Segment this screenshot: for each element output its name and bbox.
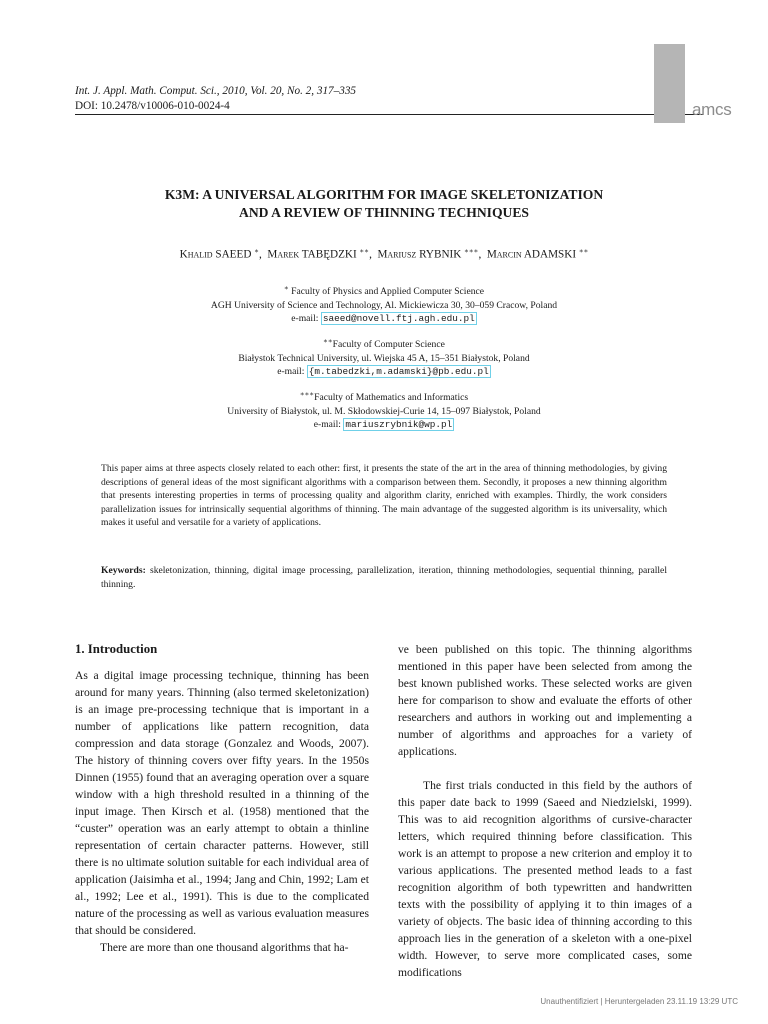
paper-title-line-2: AND A REVIEW OF THINNING TECHNIQUES xyxy=(239,205,529,220)
keywords-label: Keywords: xyxy=(101,565,146,576)
affiliation-dept: Faculty of Physics and Applied Computer Science xyxy=(291,286,485,298)
author-mark: ∗∗∗ xyxy=(464,247,479,255)
affiliation-2 xyxy=(84,335,684,379)
doi: DOI: 10.2478/v10006-010-0024-4 xyxy=(75,100,230,112)
left-column xyxy=(75,641,369,956)
affiliation-institution: Białystok Technical University, ul. Wiejska 45 A, 15–351 Białystok, Poland xyxy=(238,352,530,364)
abstract xyxy=(101,462,667,530)
section-heading: 1. Introduction xyxy=(75,642,158,656)
paragraph: There are more than one thousand algorithms that ha- xyxy=(100,941,349,954)
right-column xyxy=(398,641,692,981)
journal-citation: Int. J. Appl. Math. Comput. Sci., 2010, Vol. 20, No. 2, 317–335 xyxy=(75,85,357,97)
email-label: e-mail: xyxy=(277,366,305,378)
email-link[interactable]: saeed@novell.ftj.agh.edu.pl xyxy=(322,313,475,325)
keywords-text: skeletonization, thinning, digital image processing, parallelization, iteration, thinning methodologies, sequential thinning, parallel thinning. xyxy=(101,565,667,590)
author-name: Marcin ADAMSKI xyxy=(486,248,577,261)
paragraph-gap xyxy=(398,760,692,777)
affiliation-dept: Faculty of Mathematics and Informatics xyxy=(314,392,469,404)
author-name: Khalid SAEED xyxy=(179,248,252,261)
affiliation-institution: AGH University of Science and Technology, Al. Mickiewicza 30, 30–059 Cracow, Poland xyxy=(210,299,558,311)
abstract-text: This paper aims at three aspects closely related to each other: first, it presents the state of the art in the area of thinning methodologies, by giving descriptions of general ideas of the most significant algorithms with a comparison between them. Secondly, it proposes a new thinning algorithm that presents interesting properties in terms of processing quality and algorithm clarity, enriched with examples. Thirdly, the work considers parallelization issues for intrinsically sequential algorithms of thinning. The main advantage of the suggested algorithm is its universality, which makes it useful and versatile for a variety of applications. xyxy=(101,463,667,528)
affiliation-3 xyxy=(84,388,684,432)
affiliation-dept: Faculty of Computer Science xyxy=(332,339,445,351)
paragraph: The first trials conducted in this field by the authors of this paper date back to 1999 (Saeed and Niedzielski, 1999). This was to aid recognition algorithms of cursive-character letters, which required thinning before classification. This work is an attempt to propose a new criterion and employ it to various applications. The presented method leads to a fast recognition algorithm of both typewritten and handwritten texts with the possibility of applying it to thin images of a variety of objects. The basic idea of thinning according to this approach lies in the generation of a skeleton with a one-pixel width. However, to serve more complicated cases, some modifications xyxy=(398,779,692,979)
header-divider xyxy=(75,114,703,115)
author-list: Khalid SAEED ∗, Marek TABĘDZKI ∗∗, Mariusz RYBNIK ∗∗∗, Marcin ADAMSKI ∗∗ xyxy=(179,247,589,261)
email-link[interactable]: mariuszrybnik@wp.pl xyxy=(345,419,453,431)
author-mark: ∗∗ xyxy=(359,247,370,255)
author-mark: ∗∗ xyxy=(578,247,589,255)
author-mark: ∗ xyxy=(254,247,259,255)
email-label: e-mail: xyxy=(291,313,319,325)
keywords xyxy=(101,564,667,591)
author-name: Marek TABĘDZKI xyxy=(267,248,357,261)
paragraph: ve been published on this topic. The thinning algorithms mentioned in this paper have been selected from among the best known published works. These selected works are given here for comparison to show and evaluate the efforts of other researchers and authors in working out and implementing a number of algorithms and approaches for a variety of applications. xyxy=(398,643,692,758)
author-name: Mariusz RYBNIK xyxy=(377,248,462,261)
affiliation-mark: ∗∗∗ xyxy=(299,390,315,398)
email-link[interactable]: {m.tabedzki,m.adamski}@pb.edu.pl xyxy=(308,366,489,378)
affiliation-mark: ∗ xyxy=(283,284,289,292)
paper-title-line-1: K3M: A UNIVERSAL ALGORITHM FOR IMAGE SKELETONIZATION xyxy=(164,187,604,202)
email-label: e-mail: xyxy=(313,419,341,431)
affiliation-1 xyxy=(84,282,684,326)
paragraph: As a digital image processing technique, thinning has been around for many years. Thinning (also termed skeletonization) is an image pre-processing technique that is important in a number of applications like pattern recognition, data compression and data storage (Gonzalez and Woods, 2007). The history of thinning covers over fifty years. In the 1950s Dinnen (1955) found that an averaging operation over a square window with a high threshold resulted in a thinning of the input image. Then Kirsch et al. (1958) mentioned that the “custer” operation was an early attempt to obtain a thinline representation of certain character patterns. However, still there is no ultimate solution suitable for each individual area of application (Jaisimha et al., 1994; Jang and Chin, 1992; Lam et al., 1992; Lee et al., 1991). This is due to the complicated nature of the processing as well as various evaluation measures that should be considered. xyxy=(75,669,369,937)
download-footer: Unauthentifiziert | Heruntergeladen 23.11.19 13:29 UTC xyxy=(540,997,738,1006)
amcs-logo-bar xyxy=(654,44,685,123)
affiliation-institution: University of Białystok, ul. M. Skłodowskiej-Curie 14, 15–097 Białystok, Poland xyxy=(227,405,541,417)
affiliation-mark: ∗∗ xyxy=(323,337,333,345)
amcs-logo: amcs xyxy=(692,100,732,119)
